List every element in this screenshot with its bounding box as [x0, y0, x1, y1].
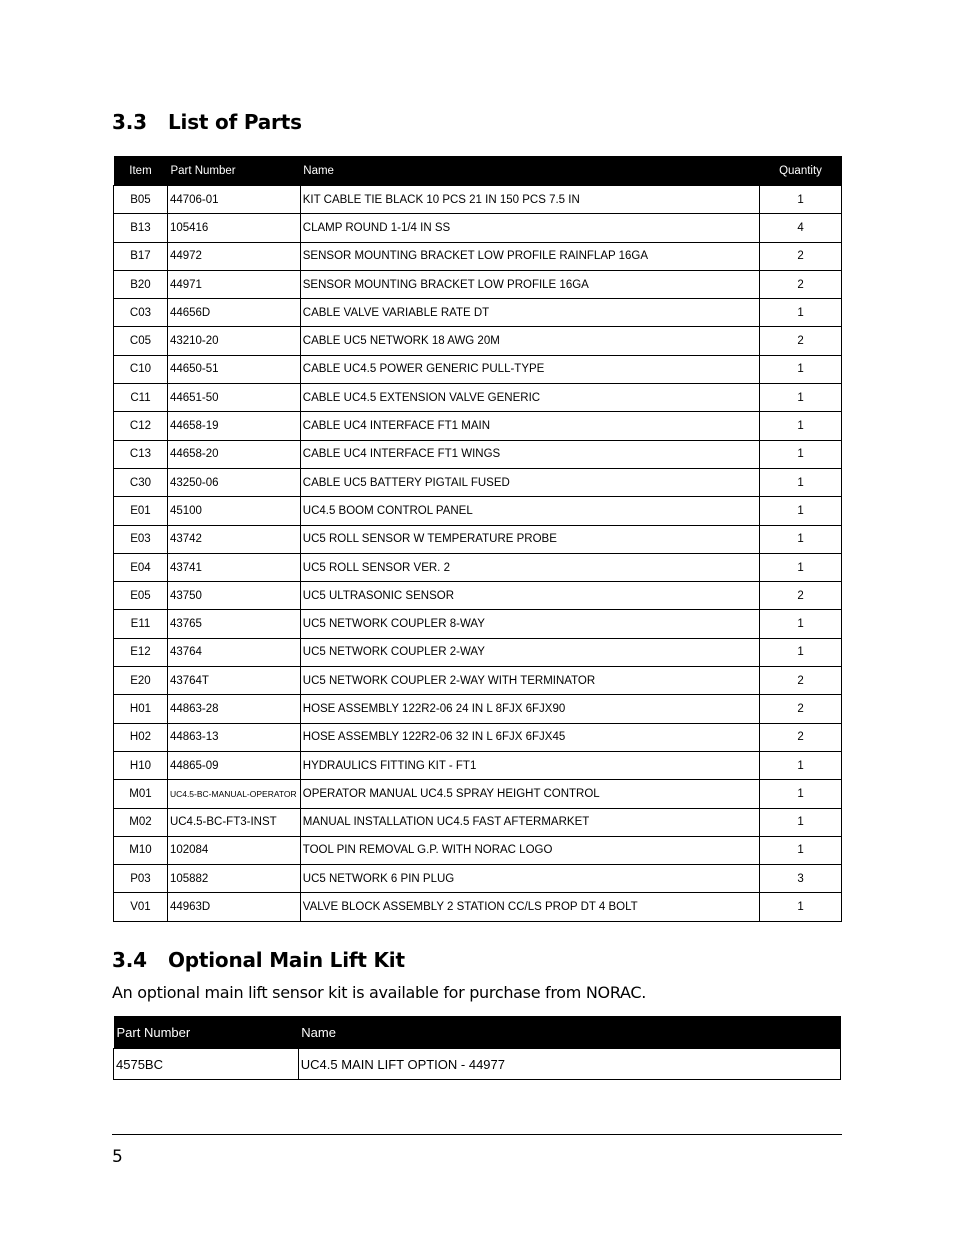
cell-item: H01 — [114, 695, 168, 723]
cell-qty: 1 — [760, 355, 842, 383]
lift-table-header — [114, 1016, 841, 1049]
cell-part-number: 44972 — [167, 242, 300, 270]
cell-name: TOOL PIN REMOVAL G.P. WITH NORAC LOGO — [300, 836, 759, 864]
cell-qty: 1 — [760, 751, 842, 779]
cell-qty: 2 — [760, 242, 842, 270]
cell-part-number: 4575BC — [114, 1049, 299, 1080]
cell-part-number: 44963D — [167, 893, 300, 921]
cell-item: B13 — [114, 214, 168, 242]
table-row — [114, 327, 842, 355]
cell-item: P03 — [114, 865, 168, 893]
table-row — [114, 412, 842, 440]
cell-name: OPERATOR MANUAL UC4.5 SPRAY HEIGHT CONTROL — [300, 780, 759, 808]
cell-qty: 1 — [760, 468, 842, 496]
cell-qty: 1 — [760, 384, 842, 412]
cell-name: CABLE UC4.5 POWER GENERIC PULL-TYPE — [300, 355, 759, 383]
cell-name: HOSE ASSEMBLY 122R2-06 32 IN L 6FJX 6FJX45 — [300, 723, 759, 751]
cell-item: E01 — [114, 497, 168, 525]
cell-name: CABLE UC4 INTERFACE FT1 MAIN — [300, 412, 759, 440]
cell-item: E03 — [114, 525, 168, 553]
parts-table-header — [114, 156, 842, 186]
table-row — [114, 582, 842, 610]
lift-kit-table — [113, 1016, 841, 1080]
cell-name: UC4.5 BOOM CONTROL PANEL — [300, 497, 759, 525]
table-row — [114, 610, 842, 638]
section-title: List of Parts — [168, 110, 302, 134]
cell-part-number: 43210-20 — [167, 327, 300, 355]
cell-name: UC5 NETWORK 6 PIN PLUG — [300, 865, 759, 893]
cell-part-number: UC4.5-BC-FT3-INST — [167, 808, 300, 836]
parts-table — [113, 156, 842, 922]
cell-part-number: UC4.5-BC-MANUAL-OPERATOR — [167, 780, 300, 808]
cell-name: CABLE VALVE VARIABLE RATE DT — [300, 299, 759, 327]
cell-qty: 1 — [760, 186, 842, 214]
cell-item: V01 — [114, 893, 168, 921]
table-row — [114, 723, 842, 751]
section-heading-optional-main-lift-kit — [112, 948, 405, 972]
cell-part-number: 44658-20 — [167, 440, 300, 468]
cell-part-number: 44651-50 — [167, 384, 300, 412]
cell-item: E20 — [114, 667, 168, 695]
cell-item: B20 — [114, 270, 168, 298]
cell-item: B17 — [114, 242, 168, 270]
cell-name: VALVE BLOCK ASSEMBLY 2 STATION CC/LS PROP DT 4 BOLT — [300, 893, 759, 921]
cell-item: C13 — [114, 440, 168, 468]
cell-name: MANUAL INSTALLATION UC4.5 FAST AFTERMARKET — [300, 808, 759, 836]
table-row — [114, 186, 842, 214]
cell-part-number: 43250-06 — [167, 468, 300, 496]
table-row — [114, 865, 842, 893]
cell-qty: 1 — [760, 440, 842, 468]
cell-item: C10 — [114, 355, 168, 383]
cell-item: M10 — [114, 836, 168, 864]
cell-name: UC5 NETWORK COUPLER 2-WAY WITH TERMINATOR — [300, 667, 759, 695]
table-row — [114, 553, 842, 581]
table-row — [114, 808, 842, 836]
cell-qty: 1 — [760, 412, 842, 440]
table-row — [114, 497, 842, 525]
cell-qty: 2 — [760, 723, 842, 751]
cell-qty: 1 — [760, 497, 842, 525]
table-row — [114, 836, 842, 864]
table-row — [114, 270, 842, 298]
cell-part-number: 105882 — [167, 865, 300, 893]
table-row — [114, 242, 842, 270]
cell-part-number: 43742 — [167, 525, 300, 553]
cell-part-number: 43764T — [167, 667, 300, 695]
cell-item: C30 — [114, 468, 168, 496]
cell-name: CLAMP ROUND 1-1/4 IN SS — [300, 214, 759, 242]
column-header-quantity: Quantity — [760, 156, 842, 186]
table-row — [114, 638, 842, 666]
cell-name: SENSOR MOUNTING BRACKET LOW PROFILE RAINFLAP 16GA — [300, 242, 759, 270]
section-number: 3.4 — [112, 948, 147, 972]
cell-qty: 1 — [760, 808, 842, 836]
lift-kit-description: An optional main lift sensor kit is available for purchase from NORAC. — [112, 983, 647, 1002]
cell-item: E04 — [114, 553, 168, 581]
cell-qty: 2 — [760, 270, 842, 298]
cell-item: C11 — [114, 384, 168, 412]
footer-divider — [112, 1134, 842, 1135]
cell-item: H10 — [114, 751, 168, 779]
table-row — [114, 384, 842, 412]
cell-item: C05 — [114, 327, 168, 355]
table-row — [114, 695, 842, 723]
cell-name: CABLE UC4 INTERFACE FT1 WINGS — [300, 440, 759, 468]
cell-name: UC5 ULTRASONIC SENSOR — [300, 582, 759, 610]
page-number: 5 — [112, 1147, 123, 1167]
cell-qty: 1 — [760, 299, 842, 327]
cell-qty: 4 — [760, 214, 842, 242]
column-header-item: Item — [114, 156, 168, 186]
section-title: Optional Main Lift Kit — [168, 948, 405, 972]
cell-name: CABLE UC5 BATTERY PIGTAIL FUSED — [300, 468, 759, 496]
cell-qty: 1 — [760, 836, 842, 864]
cell-name: HYDRAULICS FITTING KIT - FT1 — [300, 751, 759, 779]
cell-name: UC5 ROLL SENSOR W TEMPERATURE PROBE — [300, 525, 759, 553]
cell-name: KIT CABLE TIE BLACK 10 PCS 21 IN 150 PCS 7.5 IN — [300, 186, 759, 214]
section-heading-list-of-parts — [112, 110, 302, 134]
cell-part-number: 44706-01 — [167, 186, 300, 214]
cell-part-number: 102084 — [167, 836, 300, 864]
cell-part-number: 44650-51 — [167, 355, 300, 383]
cell-item: E05 — [114, 582, 168, 610]
cell-name: UC5 NETWORK COUPLER 2-WAY — [300, 638, 759, 666]
section-number: 3.3 — [112, 110, 147, 134]
table-row — [114, 440, 842, 468]
cell-part-number: 43764 — [167, 638, 300, 666]
cell-name: UC4.5 MAIN LIFT OPTION - 44977 — [298, 1049, 840, 1080]
table-row — [114, 780, 842, 808]
table-row — [114, 214, 842, 242]
cell-name: UC5 ROLL SENSOR VER. 2 — [300, 553, 759, 581]
table-row — [114, 525, 842, 553]
cell-qty: 2 — [760, 695, 842, 723]
column-header-name: Name — [298, 1016, 840, 1049]
column-header-name: Name — [300, 156, 759, 186]
cell-part-number: 44658-19 — [167, 412, 300, 440]
cell-part-number: 43765 — [167, 610, 300, 638]
table-row — [114, 468, 842, 496]
cell-qty: 1 — [760, 893, 842, 921]
column-header-part-number: Part Number — [167, 156, 300, 186]
table-row — [114, 893, 842, 921]
cell-qty: 2 — [760, 327, 842, 355]
table-row — [114, 1049, 841, 1080]
cell-name: HOSE ASSEMBLY 122R2-06 24 IN L 8FJX 6FJX90 — [300, 695, 759, 723]
cell-name: UC5 NETWORK COUPLER 8-WAY — [300, 610, 759, 638]
column-header-part-number: Part Number — [114, 1016, 299, 1049]
cell-qty: 1 — [760, 610, 842, 638]
cell-item: E12 — [114, 638, 168, 666]
cell-part-number: 43750 — [167, 582, 300, 610]
cell-qty: 1 — [760, 525, 842, 553]
cell-qty: 2 — [760, 582, 842, 610]
cell-qty: 1 — [760, 780, 842, 808]
cell-qty: 1 — [760, 553, 842, 581]
table-row — [114, 355, 842, 383]
cell-qty: 3 — [760, 865, 842, 893]
cell-item: M02 — [114, 808, 168, 836]
cell-item: B05 — [114, 186, 168, 214]
table-row — [114, 751, 842, 779]
cell-part-number: 44863-28 — [167, 695, 300, 723]
cell-item: H02 — [114, 723, 168, 751]
table-row — [114, 299, 842, 327]
cell-part-number: 45100 — [167, 497, 300, 525]
table-row — [114, 667, 842, 695]
cell-name: CABLE UC5 NETWORK 18 AWG 20M — [300, 327, 759, 355]
cell-item: E11 — [114, 610, 168, 638]
cell-part-number: 105416 — [167, 214, 300, 242]
cell-item: C12 — [114, 412, 168, 440]
cell-part-number: 44863-13 — [167, 723, 300, 751]
cell-name: SENSOR MOUNTING BRACKET LOW PROFILE 16GA — [300, 270, 759, 298]
cell-item: C03 — [114, 299, 168, 327]
cell-name: CABLE UC4.5 EXTENSION VALVE GENERIC — [300, 384, 759, 412]
cell-part-number: 43741 — [167, 553, 300, 581]
cell-qty: 1 — [760, 638, 842, 666]
cell-qty: 2 — [760, 667, 842, 695]
cell-part-number: 44656D — [167, 299, 300, 327]
cell-part-number: 44865-09 — [167, 751, 300, 779]
cell-part-number: 44971 — [167, 270, 300, 298]
cell-item: M01 — [114, 780, 168, 808]
